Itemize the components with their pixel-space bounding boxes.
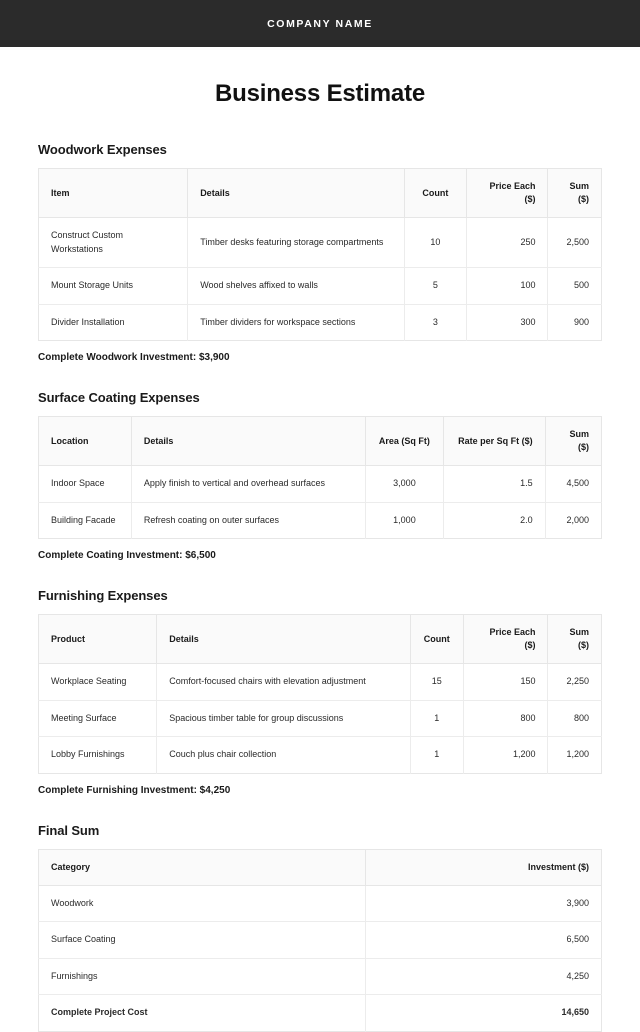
cell-sum: 900 [573, 316, 589, 327]
cell-investment: 3,900 [365, 885, 601, 922]
company-name-label: COMPANY NAME [267, 17, 373, 30]
column-header-details: Details [157, 615, 410, 664]
cell-item: Construct Custom Workstations [39, 218, 188, 268]
column-header-count: Count [404, 169, 466, 218]
cell-investment: 4,250 [365, 958, 601, 995]
cell-sum: 2,500 [548, 218, 602, 268]
section-heading: Surface Coating Expenses [38, 390, 200, 406]
table-header-row [39, 169, 602, 218]
table-row [39, 268, 602, 305]
column-header-investment: Investment ($) [365, 849, 601, 885]
cell-details: Spacious timber table for group discussions [157, 700, 410, 737]
cell-category: Furnishings [39, 958, 366, 995]
cell-grand-total-label: Complete Project Cost [39, 995, 366, 1032]
cell-location: Indoor Space [39, 466, 132, 503]
section-heading: Furnishing Expenses [38, 588, 168, 604]
section-total-label: Complete Woodwork Investment: $3,900 [38, 352, 230, 364]
cell-count: 1 [410, 737, 463, 774]
cell-sum: 1,200 [566, 749, 589, 760]
cell-item: Mount Storage Units [39, 268, 188, 305]
column-header-price-each: Price Each ($) [466, 169, 548, 218]
cell-sum: 2,000 [566, 514, 589, 525]
cell-product: Workplace Seating [39, 664, 157, 701]
table-header-row [39, 615, 602, 664]
table-row [39, 664, 602, 701]
column-header-count: Count [410, 615, 463, 664]
cell-area: 1,000 [365, 502, 444, 539]
table-row [39, 737, 602, 774]
column-header-product: Product [39, 615, 157, 664]
table-row [39, 304, 602, 341]
column-header-sum: Sum ($) [545, 417, 601, 466]
cell-price-each: 1,200 [464, 737, 548, 774]
top-header-bar [0, 0, 640, 47]
table-row [39, 502, 602, 539]
cell-location: Building Facade [39, 502, 132, 539]
section-total-label: Complete Furnishing Investment: $4,250 [38, 784, 231, 796]
column-header-location: Location [39, 417, 132, 466]
cell-count: 3 [404, 304, 466, 341]
cell-category: Woodwork [39, 885, 366, 922]
cell-sum: 2,250 [548, 664, 602, 701]
table-row [39, 218, 602, 268]
cell-details: Refresh coating on outer surfaces [131, 502, 365, 539]
section-heading: Final Sum [38, 822, 100, 838]
table-row [39, 700, 602, 737]
column-header-sum: Sum ($) [548, 169, 602, 218]
column-header-rate: Rate per Sq Ft ($) [444, 417, 545, 466]
column-header-details: Details [188, 169, 405, 218]
table-header-row [39, 849, 602, 885]
section-furnishing-expenses [38, 588, 602, 796]
cell-count: 5 [404, 268, 466, 305]
furnishing-expenses-table [38, 614, 602, 774]
table-row [39, 466, 602, 503]
cell-details: Wood shelves affixed to walls [188, 268, 405, 305]
cell-investment: 6,500 [365, 922, 601, 959]
column-header-price-each: Price Each ($) [464, 615, 548, 664]
column-header-sum: Sum ($) [548, 615, 602, 664]
section-final-sum [38, 823, 602, 1032]
cell-category: Surface Coating [39, 922, 366, 959]
cell-rate: 1.5 [444, 466, 545, 503]
cell-price-each: 100 [466, 268, 548, 305]
cell-count: 15 [410, 664, 463, 701]
cell-price-each: 250 [466, 218, 548, 268]
table-row [39, 885, 602, 922]
surface-coating-expenses-table [38, 416, 602, 539]
cell-rate: 2.0 [444, 502, 545, 539]
cell-area: 3,000 [365, 466, 444, 503]
table-row [39, 958, 602, 995]
cell-sum: 500 [548, 268, 602, 305]
page-content [0, 80, 640, 1032]
cell-sum: 4,500 [545, 466, 601, 503]
section-surface-coating-expenses [38, 390, 602, 561]
cell-sum: 800 [548, 700, 602, 737]
section-total-label: Complete Coating Investment: $6,500 [38, 550, 216, 562]
cell-details: Comfort-focused chairs with elevation adjustment [157, 664, 410, 701]
cell-price-each: 300 [466, 304, 548, 341]
cell-details: Couch plus chair collection [157, 737, 410, 774]
cell-product: Meeting Surface [39, 700, 157, 737]
woodwork-expenses-table [38, 168, 602, 341]
table-row [39, 922, 602, 959]
table-row-grand-total [39, 995, 602, 1032]
cell-details: Apply finish to vertical and overhead surfaces [131, 466, 365, 503]
column-header-category: Category [39, 849, 366, 885]
table-header-row [39, 417, 602, 466]
cell-price-each: 800 [464, 700, 548, 737]
cell-count: 1 [410, 700, 463, 737]
cell-grand-total-value: 14,650 [561, 1007, 589, 1018]
cell-item: Divider Installation [39, 304, 188, 341]
section-heading: Woodwork Expenses [38, 142, 167, 157]
final-sum-table [38, 849, 602, 1032]
cell-price-each: 150 [464, 664, 548, 701]
cell-details: Timber dividers for workspace sections [188, 304, 405, 341]
section-woodwork-expenses [38, 142, 602, 363]
cell-count: 10 [404, 218, 466, 268]
column-header-item: Item [39, 169, 188, 218]
cell-product: Lobby Furnishings [39, 737, 157, 774]
page-title: Business Estimate [214, 80, 426, 107]
cell-details: Timber desks featuring storage compartments [188, 218, 405, 268]
column-header-details: Details [131, 417, 365, 466]
column-header-area: Area (Sq Ft) [365, 417, 444, 466]
